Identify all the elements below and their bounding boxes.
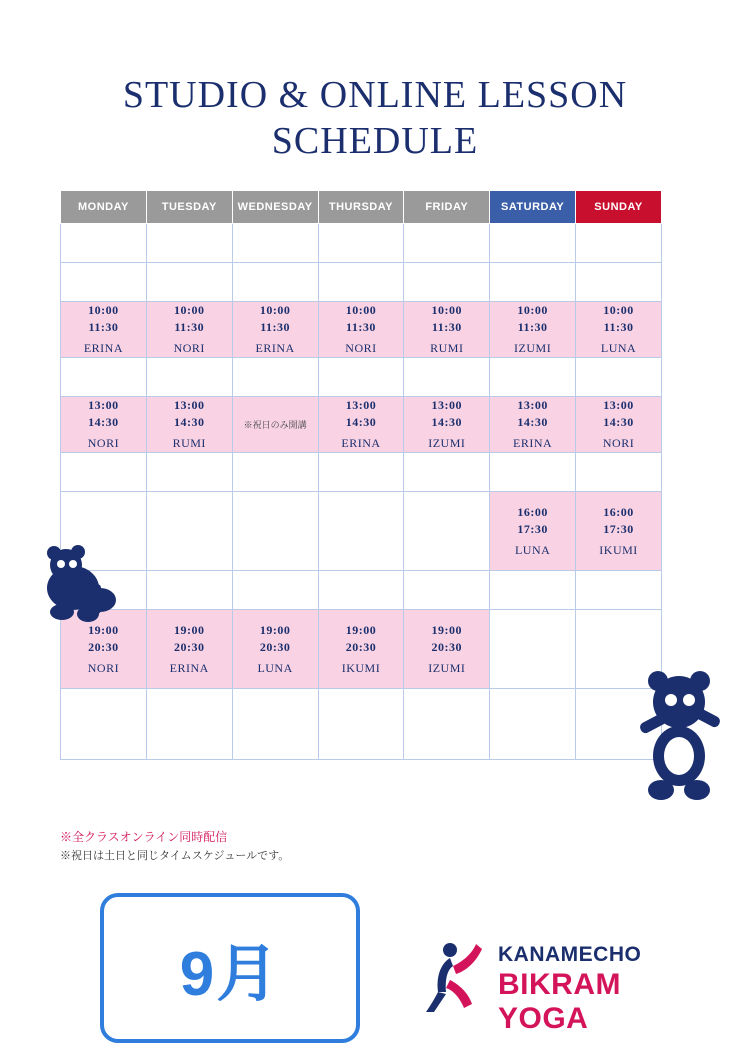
empty-cell — [576, 571, 662, 610]
empty-cell — [232, 453, 318, 492]
class-instructor: NORI — [602, 436, 635, 450]
class-instructor: ERINA — [83, 341, 123, 355]
class-instructor: NORI — [87, 436, 120, 450]
class-instructor: NORI — [87, 660, 120, 675]
class-note-cell — [232, 397, 318, 453]
class-end-time: 14:30 — [345, 415, 377, 429]
panda-illustration-left — [40, 540, 145, 630]
class-instructor: RUMI — [430, 341, 464, 355]
empty-cell — [404, 453, 490, 492]
class-cell-inner — [147, 302, 232, 357]
class-end-time: 20:30 — [174, 639, 205, 654]
class-cell-inner — [319, 302, 404, 357]
class-cell — [232, 610, 318, 689]
class-cell-inner — [233, 302, 318, 357]
class-start-time: 13:00 — [431, 398, 463, 412]
class-note-text: ※祝日のみ開講 — [243, 419, 307, 430]
table-row — [61, 263, 662, 302]
class-end-time: 11:30 — [346, 320, 376, 334]
empty-cell — [318, 358, 404, 397]
class-start-time: 19:00 — [431, 622, 463, 637]
empty-cell — [61, 358, 147, 397]
empty-cell — [146, 453, 232, 492]
class-start-time: 10:00 — [431, 303, 463, 317]
class-cell-inner — [319, 397, 404, 452]
table-row — [61, 571, 662, 610]
class-start-time: 10:00 — [259, 303, 291, 317]
empty-cell — [404, 571, 490, 610]
class-end-time: 20:30 — [88, 639, 119, 654]
class-instructor: LUNA — [600, 341, 637, 355]
class-cell — [576, 492, 662, 571]
schedule-header-row — [61, 191, 662, 224]
class-cell — [61, 302, 147, 358]
class-cell — [490, 492, 576, 571]
class-cell — [146, 610, 232, 689]
empty-cell — [490, 571, 576, 610]
class-instructor: LUNA — [514, 542, 551, 557]
class-start-time: 13:00 — [174, 398, 205, 412]
brand-logo-text — [498, 942, 710, 1036]
class-cell — [576, 397, 662, 453]
empty-cell — [146, 492, 232, 571]
class-cell-inner — [61, 397, 146, 452]
empty-cell — [404, 263, 490, 302]
class-start-time: 19:00 — [345, 622, 377, 637]
empty-cell — [404, 224, 490, 263]
class-instructor: NORI — [173, 341, 205, 355]
class-instructor: ERINA — [255, 341, 295, 355]
class-cell — [318, 302, 404, 358]
class-cell-inner — [576, 302, 661, 357]
class-end-time: 11:30 — [517, 320, 548, 334]
class-instructor: IKUMI — [341, 660, 381, 675]
empty-cell — [232, 263, 318, 302]
empty-cell — [318, 263, 404, 302]
class-end-time: 11:30 — [431, 320, 462, 334]
class-instructor: IKUMI — [599, 542, 638, 557]
empty-cell — [318, 492, 404, 571]
brand-logo — [420, 938, 710, 1035]
day-header-tuesday: TUESDAY — [146, 191, 232, 224]
empty-cell — [61, 224, 147, 263]
table-row — [61, 610, 662, 689]
schedule-table-head — [61, 191, 662, 224]
empty-cell — [146, 224, 232, 263]
class-instructor: IZUMI — [514, 341, 552, 355]
empty-cell — [490, 610, 576, 689]
class-cell — [404, 610, 490, 689]
class-instructor: ERINA — [341, 436, 381, 450]
class-start-time: 16:00 — [603, 504, 634, 519]
panda-illustration-right — [617, 660, 732, 805]
table-row — [61, 453, 662, 492]
class-start-time: 10:00 — [517, 303, 548, 317]
class-end-time: 11:30 — [260, 320, 291, 334]
class-instructor: ERINA — [169, 660, 209, 675]
class-cell-inner — [404, 622, 489, 677]
class-end-time: 11:30 — [603, 320, 634, 334]
class-cell-inner — [404, 302, 489, 357]
empty-cell — [61, 263, 147, 302]
table-row — [61, 689, 662, 760]
table-row — [61, 358, 662, 397]
class-cell-inner — [490, 302, 575, 357]
class-start-time: 10:00 — [345, 303, 377, 317]
page-title-line-2: SCHEDULE — [271, 120, 479, 162]
class-cell — [490, 397, 576, 453]
note-holiday-schedule: ※祝日は土日と同じタイムスケジュールです。 — [60, 850, 290, 862]
class-end-time: 14:30 — [174, 415, 205, 429]
empty-cell — [318, 689, 404, 760]
day-header-monday: MONDAY — [61, 191, 147, 224]
day-header-sunday: SUNDAY — [576, 191, 662, 224]
class-end-time: 20:30 — [345, 639, 377, 654]
class-cell-inner — [233, 622, 318, 677]
empty-cell — [576, 358, 662, 397]
empty-cell — [146, 689, 232, 760]
class-end-time: 17:30 — [517, 521, 548, 536]
empty-cell — [404, 492, 490, 571]
empty-cell — [490, 689, 576, 760]
empty-cell — [232, 571, 318, 610]
class-end-time: 14:30 — [603, 415, 634, 429]
class-cell — [404, 302, 490, 358]
empty-cell — [490, 358, 576, 397]
class-cell-inner — [576, 397, 661, 452]
class-start-time: 13:00 — [517, 398, 548, 412]
class-start-time: 10:00 — [88, 303, 119, 317]
empty-cell — [318, 571, 404, 610]
class-cell — [232, 302, 318, 358]
month-badge — [100, 893, 360, 1043]
class-end-time: 14:30 — [517, 415, 548, 429]
empty-cell — [232, 358, 318, 397]
class-start-time: 19:00 — [259, 622, 291, 637]
brand-name-line-1: KANAMECHO — [498, 943, 642, 966]
class-start-time: 16:00 — [517, 504, 548, 519]
class-end-time: 14:30 — [88, 415, 119, 429]
class-cell-inner — [490, 397, 575, 452]
class-cell — [146, 397, 232, 453]
class-instructor: IZUMI — [428, 436, 466, 450]
empty-cell — [61, 453, 147, 492]
table-row — [61, 397, 662, 453]
schedule-table-body — [61, 224, 662, 760]
class-end-time: 20:30 — [259, 639, 291, 654]
empty-cell — [576, 224, 662, 263]
table-row — [61, 492, 662, 571]
empty-cell — [232, 224, 318, 263]
class-cell — [576, 302, 662, 358]
day-header-saturday: SATURDAY — [490, 191, 576, 224]
empty-cell — [404, 689, 490, 760]
schedule-table-wrapper — [60, 190, 662, 760]
class-cell — [146, 302, 232, 358]
class-end-time: 11:30 — [174, 320, 205, 334]
footer-notes — [60, 828, 560, 866]
class-end-time: 20:30 — [431, 639, 463, 654]
class-start-time: 13:00 — [88, 398, 119, 412]
schedule-table — [60, 190, 662, 760]
class-cell — [318, 397, 404, 453]
class-end-time: 17:30 — [603, 521, 634, 536]
page-title — [0, 72, 750, 164]
empty-cell — [318, 453, 404, 492]
day-header-wednesday: WEDNESDAY — [232, 191, 318, 224]
empty-cell — [490, 263, 576, 302]
yoga-pose-icon — [420, 940, 490, 1014]
class-cell-inner — [319, 622, 404, 677]
class-start-time: 13:00 — [345, 398, 377, 412]
class-start-time: 10:00 — [603, 303, 634, 317]
class-cell-inner — [61, 302, 146, 357]
brand-name-line-2: BIKRAM YOGA — [498, 968, 621, 1035]
class-instructor: IZUMI — [428, 660, 466, 675]
class-cell — [490, 302, 576, 358]
empty-cell — [318, 224, 404, 263]
month-label: 9月 — [179, 939, 281, 1009]
class-start-time: 19:00 — [174, 622, 205, 637]
class-cell — [61, 397, 147, 453]
empty-cell — [232, 492, 318, 571]
class-cell-inner — [147, 622, 232, 677]
note-online-streaming: ※全クラスオンライン同時配信 — [60, 830, 228, 844]
empty-cell — [490, 453, 576, 492]
empty-cell — [404, 358, 490, 397]
class-end-time: 14:30 — [431, 415, 463, 429]
class-instructor: LUNA — [257, 660, 293, 675]
empty-cell — [576, 453, 662, 492]
table-row — [61, 224, 662, 263]
empty-cell — [146, 263, 232, 302]
page-title-line-1: STUDIO & ONLINE LESSON — [122, 74, 628, 116]
empty-cell — [490, 224, 576, 263]
class-start-time: 19:00 — [88, 622, 119, 637]
day-header-friday: FRIDAY — [404, 191, 490, 224]
class-cell-inner — [576, 504, 661, 559]
class-end-time: 11:30 — [88, 320, 119, 334]
class-cell-inner — [404, 397, 489, 452]
empty-cell — [61, 689, 147, 760]
class-cell-inner — [147, 397, 232, 452]
day-header-thursday: THURSDAY — [318, 191, 404, 224]
class-instructor: RUMI — [172, 436, 206, 450]
class-instructor: NORI — [345, 341, 377, 355]
empty-cell — [576, 263, 662, 302]
empty-cell — [232, 689, 318, 760]
table-row — [61, 302, 662, 358]
class-start-time: 10:00 — [174, 303, 205, 317]
empty-cell — [146, 358, 232, 397]
empty-cell — [146, 571, 232, 610]
class-cell — [404, 397, 490, 453]
class-start-time: 13:00 — [603, 398, 634, 412]
class-cell — [318, 610, 404, 689]
class-instructor: ERINA — [513, 436, 553, 450]
class-cell-inner — [490, 504, 575, 559]
